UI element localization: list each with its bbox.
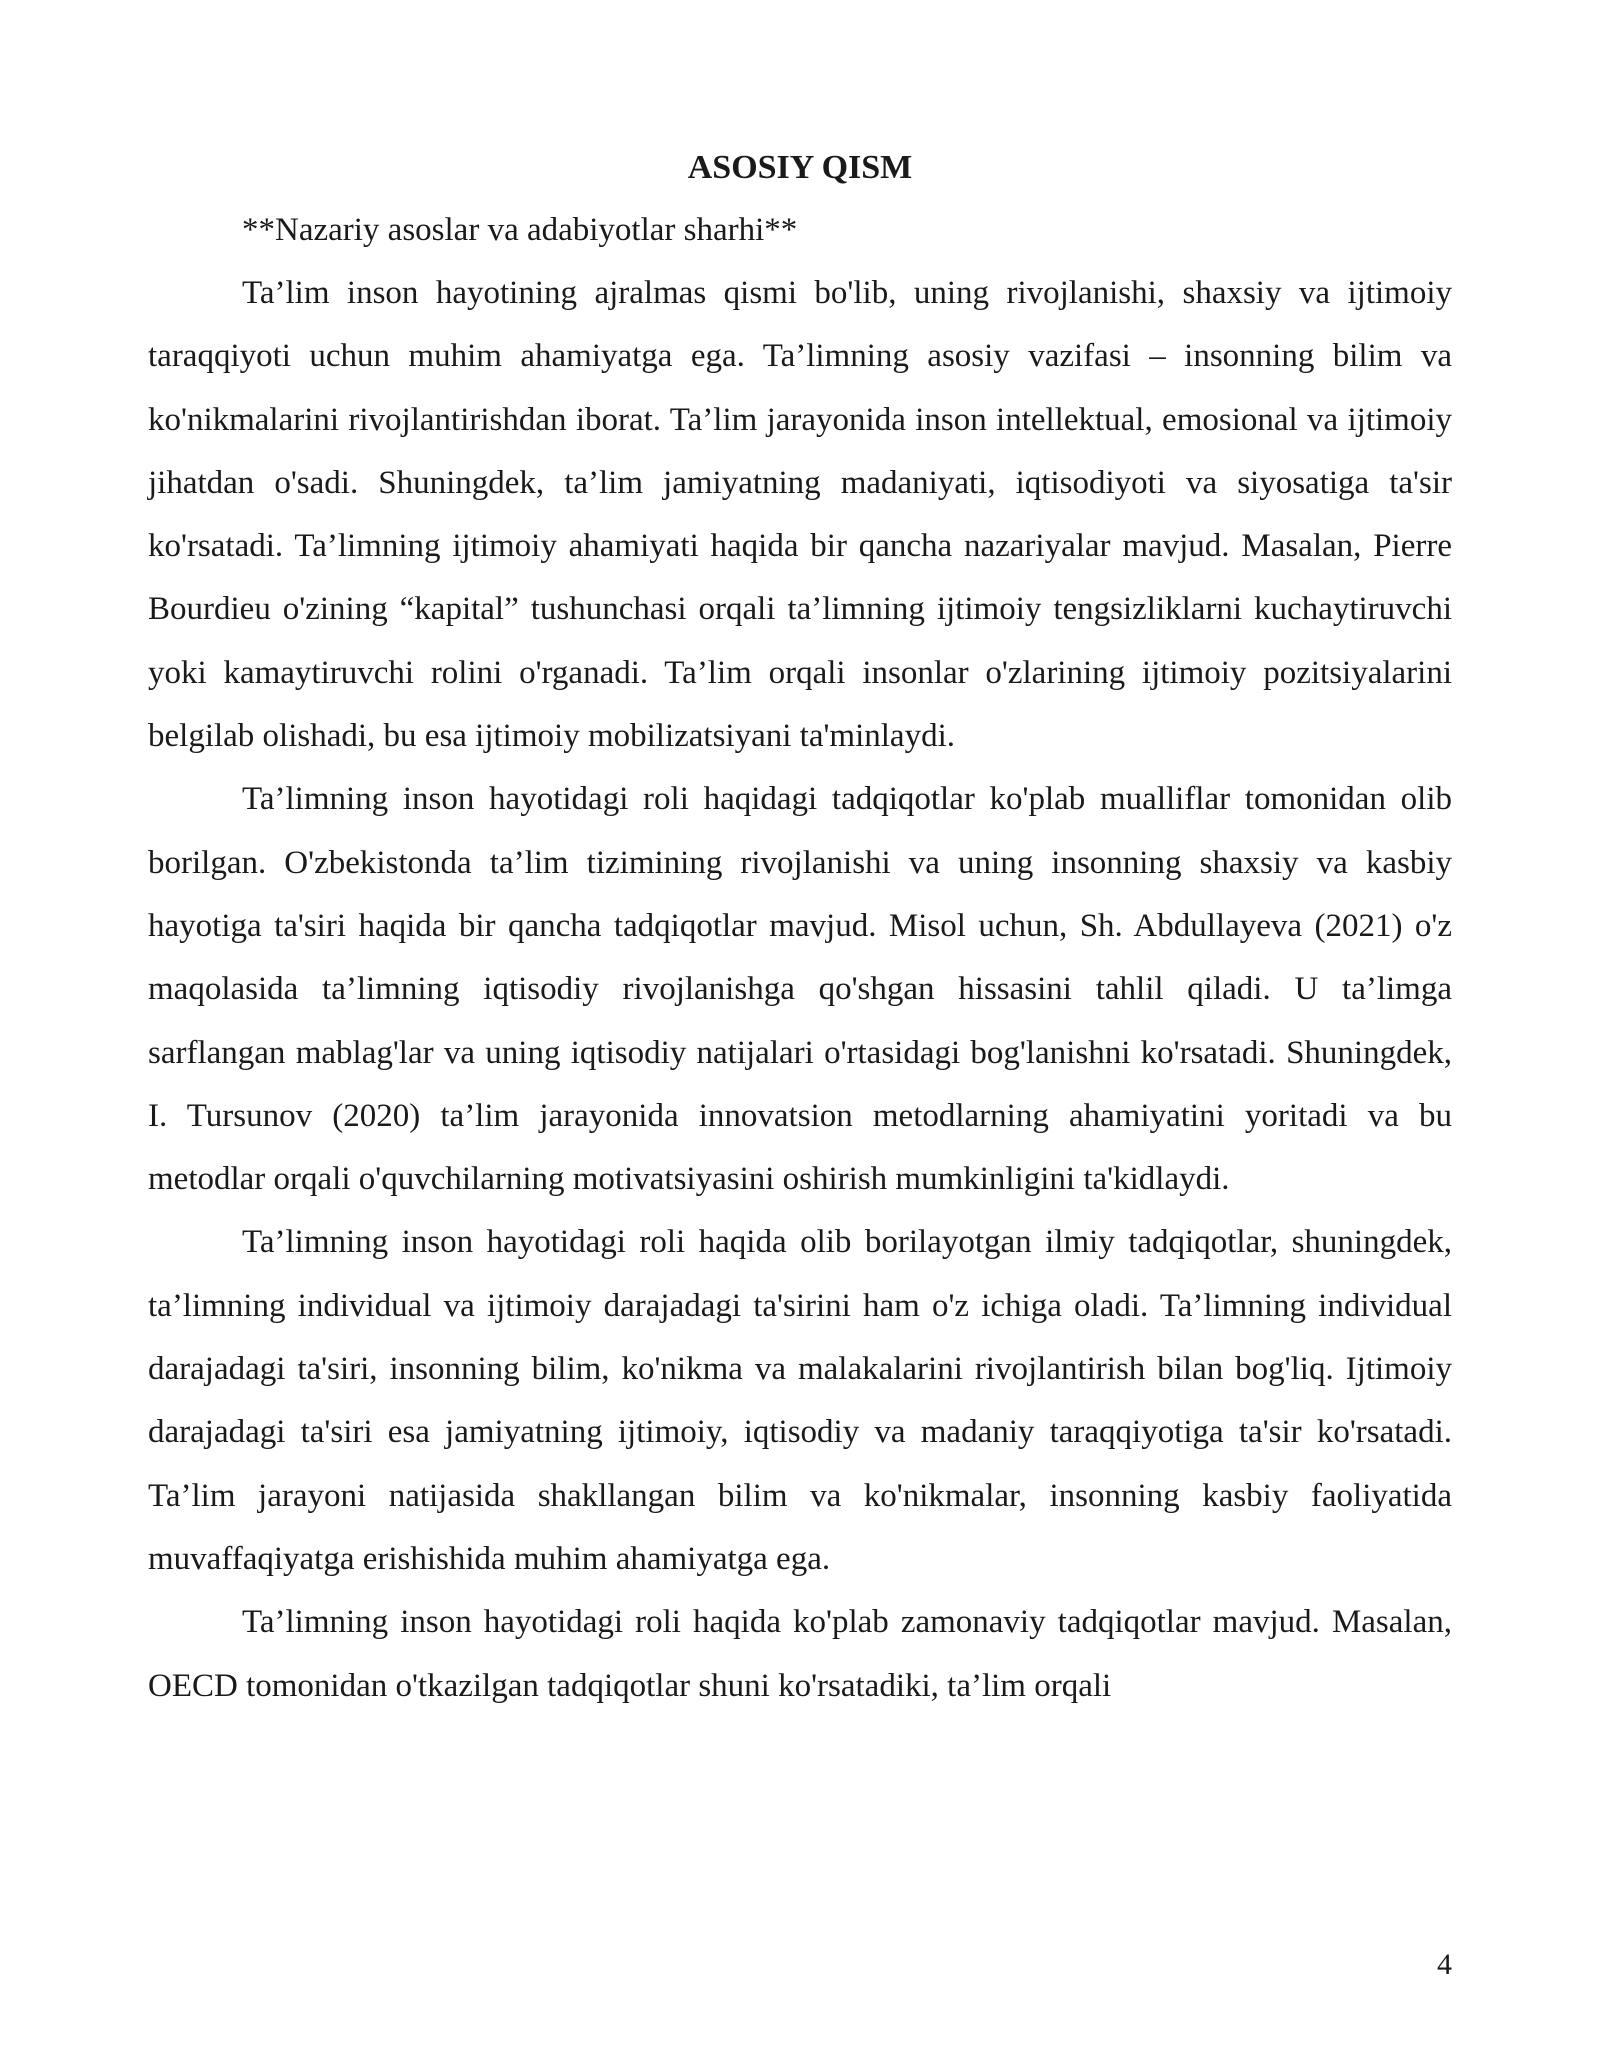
paragraph-4: Ta’limning inson hayotidagi roli haqida ko'plab zamonaviy tadqiqotlar mavjud. Masalan, OECD tomonidan o'tkazilgan tadqiqotlar shuni ko'rsatadiki, ta’lim orqali	[148, 1604, 1452, 1704]
paragraph-1: Ta’lim inson hayotining ajralmas qismi bo'lib, uning rivojlanishi, shaxsiy va ijtimoiy taraqqiyoti uchun muhim ahamiyatga ega. Ta’limning asosiy vazifasi – insonning bilim va ko'nikmalarini rivojlantirishdan iborat. Ta’lim jarayonida inson intellektual, emosional va ijtimoiy jihatdan o'sadi. Shuningdek, ta’lim jamiyatning madaniyati, iqtisodiyoti va siyosatiga ta'sir ko'rsatadi. Ta’limning ijtimoiy ahamiyati haqida bir qancha nazariyalar mavjud. Masalan, Pierre Bourdieu o'zining “kapital” tushunchasi orqali ta’limning ijtimoiy tengsizliklarni kuchaytiruvchi yoki kamaytiruvchi rolini o'rganadi. Ta’lim orqali insonlar o'zlarining ijtimoiy pozitsiyalarini belgilab olishadi, bu esa ijtimoiy mobilizatsiyani ta'minlaydi.	[148, 275, 1452, 755]
section-title: ASOSIY QISM	[687, 149, 913, 186]
page-content	[148, 136, 1452, 1718]
paragraph-2: Ta’limning inson hayotidagi roli haqidagi tadqiqotlar ko'plab mualliflar tomonidan olib borilgan. O'zbekistonda ta’lim tizimining rivojlanishi va uning insonning shaxsiy va kasbiy hayotiga ta'siri haqida bir qancha tadqiqotlar mavjud. Misol uchun, Sh. Abdullayeva (2021) o'z maqolasida ta’limning iqtisodiy rivojlanishga qo'shgan hissasini tahlil qiladi. U ta’limga sarflangan mablag'lar va uning iqtisodiy natijalari o'rtasidagi bog'lanishni ko'rsatadi. Shuningdek, I. Tursunov (2020) ta’lim jarayonida innovatsion metodlarning ahamiyatini yoritadi va bu metodlar orqali o'quvchilarning motivatsiyasini oshirish mumkinligini ta'kidlaydi.	[148, 781, 1452, 1198]
paragraph-3: Ta’limning inson hayotidagi roli haqida olib borilayotgan ilmiy tadqiqotlar, shuningdek, ta’limning individual va ijtimoiy darajadagi ta'sirini ham o'z ichiga oladi. Ta’limning individual darajadagi ta'siri, insonning bilim, ko'nikma va malakalarini rivojlantirish bilan bog'liq. Ijtimoiy darajadagi ta'siri esa jamiyatning ijtimoiy, iqtisodiy va madaniy taraqqiyotiga ta'sir ko'rsatadi. Ta’lim jarayoni natijasida shakllangan bilim va ko'nikmalar, insonning kasbiy faoliyatida muvaffaqiyatga erishishida muhim ahamiyatga ega.	[148, 1224, 1452, 1577]
page-number: 4	[1437, 1948, 1452, 1981]
section-subtitle: **Nazariy asoslar va adabiyotlar sharhi**	[242, 212, 798, 248]
